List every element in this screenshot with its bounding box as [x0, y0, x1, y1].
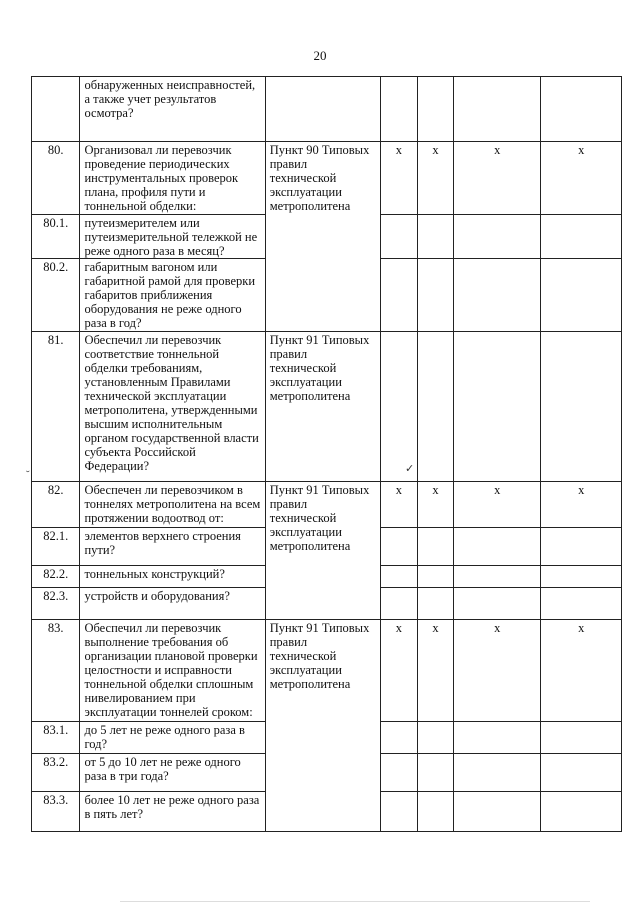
row-mark-yes	[380, 77, 417, 142]
row-mark-note	[541, 792, 622, 832]
row-mark-na	[454, 566, 541, 588]
row-mark-na	[454, 722, 541, 754]
row-mark-no: x	[417, 142, 453, 215]
row-reference	[265, 77, 380, 142]
scan-artifact: ˘	[26, 469, 30, 481]
row-mark-note	[541, 259, 622, 332]
row-number: 81.	[32, 332, 80, 482]
row-number	[32, 77, 80, 142]
bottom-edge-line	[120, 901, 590, 902]
row-reference: Пункт 91 Типовых правил технической эксплуатации метрополитена	[265, 482, 380, 620]
row-mark-na: x	[454, 482, 541, 528]
row-mark-yes	[380, 332, 417, 482]
row-mark-na: x	[454, 142, 541, 215]
row-mark-yes	[380, 588, 417, 620]
row-question: Обеспечил ли перевозчик соответствие тоннельной обделки требованиям, установленным Правилами технической эксплуатации метрополитена, утвержденными высшим исполнительным органом государственной власти субъекта Российской Федерации?	[80, 332, 265, 482]
page-number: 20	[313, 48, 327, 63]
row-question: обнаруженных неисправностей, а также учет результатов осмотра?	[80, 77, 265, 142]
row-mark-na	[454, 754, 541, 792]
row-mark-no	[417, 792, 453, 832]
row-number: 83.2.	[32, 754, 80, 792]
row-reference: Пункт 91 Типовых правил технической эксплуатации метрополитена	[265, 332, 380, 482]
row-mark-no: x	[417, 482, 453, 528]
row-mark-na	[454, 215, 541, 259]
row-mark-no	[417, 754, 453, 792]
row-question: до 5 лет не реже одного раза в год?	[80, 722, 265, 754]
row-mark-na	[454, 528, 541, 566]
row-mark-no	[417, 77, 453, 142]
row-mark-note	[541, 215, 622, 259]
row-mark-na	[454, 588, 541, 620]
row-reference: Пункт 91 Типовых правил технической эксплуатации метрополитена	[265, 620, 380, 832]
row-question: от 5 до 10 лет не реже одного раза в три года?	[80, 754, 265, 792]
row-mark-no	[417, 332, 453, 482]
row-number: 82.	[32, 482, 80, 528]
row-mark-note	[541, 754, 622, 792]
row-mark-yes: x	[380, 620, 417, 722]
row-number: 82.1.	[32, 528, 80, 566]
row-number: 82.2.	[32, 566, 80, 588]
row-question: Обеспечил ли перевозчик выполнение требования об организации плановой проверки целостности и исправности тоннельной обделки сплошным нивелированием при эксплуатации тоннелей сроком:	[80, 620, 265, 722]
row-mark-na	[454, 77, 541, 142]
row-mark-na	[454, 792, 541, 832]
row-mark-no	[417, 528, 453, 566]
row-mark-yes	[380, 528, 417, 566]
row-mark-note	[541, 77, 622, 142]
row-mark-note	[541, 588, 622, 620]
table-row	[32, 142, 622, 215]
row-question: габаритным вагоном или габаритной рамой для проверки габаритов приближения оборудования не реже одного раза в год?	[80, 259, 265, 332]
row-mark-na	[454, 259, 541, 332]
row-number: 80.1.	[32, 215, 80, 259]
row-number: 83.	[32, 620, 80, 722]
row-mark-no: x	[417, 620, 453, 722]
row-mark-no	[417, 215, 453, 259]
row-number: 82.3.	[32, 588, 80, 620]
row-mark-no	[417, 566, 453, 588]
row-number: 83.1.	[32, 722, 80, 754]
row-mark-yes	[380, 754, 417, 792]
table-row	[32, 332, 622, 482]
table-row	[32, 620, 622, 722]
row-mark-note	[541, 528, 622, 566]
row-mark-note	[541, 566, 622, 588]
row-mark-yes	[380, 566, 417, 588]
row-question: более 10 лет не реже одного раза в пять лет?	[80, 792, 265, 832]
row-mark-note	[541, 332, 622, 482]
row-mark-yes	[380, 792, 417, 832]
row-mark-no	[417, 588, 453, 620]
row-mark-no	[417, 722, 453, 754]
row-number: 80.	[32, 142, 80, 215]
row-mark-yes	[380, 215, 417, 259]
row-mark-note: x	[541, 620, 622, 722]
row-question: путеизмерителем или путеизмерительной тележкой не реже одного раза в месяц?	[80, 215, 265, 259]
row-question: Обеспечен ли перевозчиком в тоннелях метрополитена на всем протяжении водоотвод от:	[80, 482, 265, 528]
row-number: 80.2.	[32, 259, 80, 332]
row-mark-yes	[380, 259, 417, 332]
check-mark-icon: ✓	[405, 463, 415, 475]
row-question: тоннельных конструкций?	[80, 566, 265, 588]
row-mark-yes: x	[380, 482, 417, 528]
row-question: устройств и оборудования?	[80, 588, 265, 620]
row-mark-no	[417, 259, 453, 332]
row-number: 83.3.	[32, 792, 80, 832]
checklist-table	[31, 76, 622, 832]
row-mark-na: x	[454, 620, 541, 722]
row-mark-yes: x	[380, 142, 417, 215]
row-mark-note: x	[541, 482, 622, 528]
row-reference: Пункт 90 Типовых правил технической эксплуатации метрополитена	[265, 142, 380, 332]
table-row	[32, 482, 622, 528]
row-mark-yes	[380, 722, 417, 754]
table-row	[32, 77, 622, 142]
row-mark-na	[454, 332, 541, 482]
row-mark-note	[541, 722, 622, 754]
row-question: элементов верхнего строения пути?	[80, 528, 265, 566]
row-question: Организовал ли перевозчик проведение периодических инструментальных проверок плана, профиля пути и тоннельной обделки:	[80, 142, 265, 215]
row-mark-note: x	[541, 142, 622, 215]
